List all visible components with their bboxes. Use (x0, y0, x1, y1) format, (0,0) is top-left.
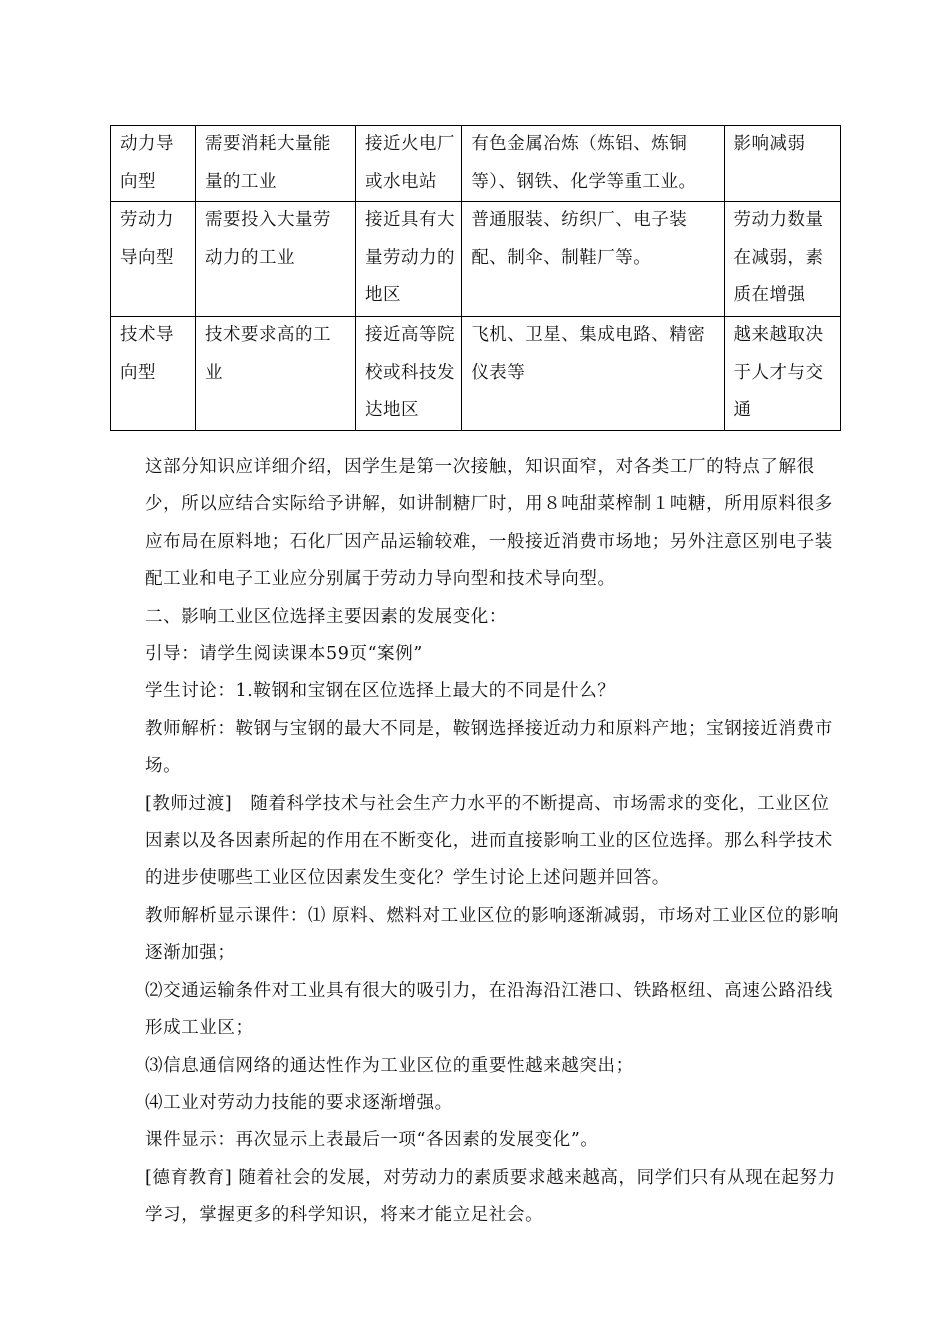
paragraph-courseware: 教师解析显示课件：⑴ 原料、燃料对工业区位的影响逐渐减弱，市场对工业区位的影响逐渐加强； (145, 905, 839, 964)
cell-type: 动力导向型 (111, 126, 196, 202)
cell-location: 接近具有大量劳动力的地区 (356, 202, 462, 317)
table-row (111, 202, 841, 317)
cell-type: 劳动力导向型 (111, 202, 196, 317)
cell-examples: 普通服装、纺织厂、电子装配、制伞、制鞋厂等。 (462, 202, 724, 317)
cell-features: 需要投入大量劳动力的工业 (196, 202, 356, 317)
cell-trend: 影响减弱 (724, 126, 840, 202)
cell-features: 技术要求高的工业 (196, 317, 356, 431)
cell-location: 接近高等院校或科技发达地区 (356, 317, 462, 431)
table-row (111, 126, 841, 202)
paragraph-courseware-display: 课件显示：再次显示上表最后一项“各因素的发展变化”。 (145, 1130, 599, 1151)
paragraph-transition: [教师过渡] 随着科学技术与社会生产力水平的不断提高、市场需求的变化，工业区位因素以及各因素所起的作用在不断变化，进而直接影响工业的区位选择。那么科学技术的进步使哪些工业区位因素发生变化？学生讨论上述问题并回答。 (145, 793, 833, 889)
paragraph-point-4: ⑷工业对劳动力技能的要求逐渐增强。 (145, 1092, 453, 1113)
paragraph-point-3: ⑶信息通信网络的通达性作为工业区位的重要性越来越突出； (145, 1055, 634, 1076)
table-row (111, 317, 841, 431)
cell-trend: 劳动力数量在减弱，素质在增强 (724, 202, 840, 317)
industry-location-table (110, 125, 841, 431)
cell-location: 接近火电厂或水电站 (356, 126, 462, 202)
section-heading: 二、影响工业区位选择主要因素的发展变化： (145, 606, 507, 627)
cell-examples: 飞机、卫星、集成电路、精密仪表等 (462, 317, 724, 431)
paragraph-intro: 这部分知识应详细介绍，因学生是第一次接触，知识面窄，对各类工厂的特点了解很少，所以应结合实际给予讲解，如讲制糖厂时，用８吨甜菜榨制１吨糖，所用原料很多应布局在原料地；石化厂因产品运输较难，一般接近消费市场地；另外注意区别电子装配工业和电子工业应分别属于劳动力导向型和技术导向型。 (145, 457, 833, 590)
lesson-body (145, 449, 840, 1235)
paragraph-moral-education: [德育教育] 随着社会的发展，对劳动力的素质要求越来越高，同学们只有从现在起努力学习，掌握更多的科学知识，将来才能立足社会。 (145, 1167, 836, 1226)
paragraph-teacher-analysis: 教师解析：鞍钢与宝钢的最大不同是，鞍钢选择接近动力和原料产地；宝钢接近消费市场。 (145, 718, 833, 777)
cell-trend: 越来越取决于人才与交通 (724, 317, 840, 431)
paragraph-discussion: 学生讨论：1.鞍钢和宝钢在区位选择上最大的不同是什么？ (145, 681, 616, 702)
paragraph-point-2: ⑵交通运输条件对工业具有很大的吸引力，在沿海沿江港口、铁路枢纽、高速公路沿线形成工业区； (145, 980, 833, 1039)
cell-type: 技术导向型 (111, 317, 196, 431)
paragraph-guide: 引导：请学生阅读课本59页“案例” (145, 644, 423, 665)
cell-features: 需要消耗大量能量的工业 (196, 126, 356, 202)
cell-examples: 有色金属冶炼（炼铝、炼铜等）、钢铁、化学等重工业。 (462, 126, 724, 202)
